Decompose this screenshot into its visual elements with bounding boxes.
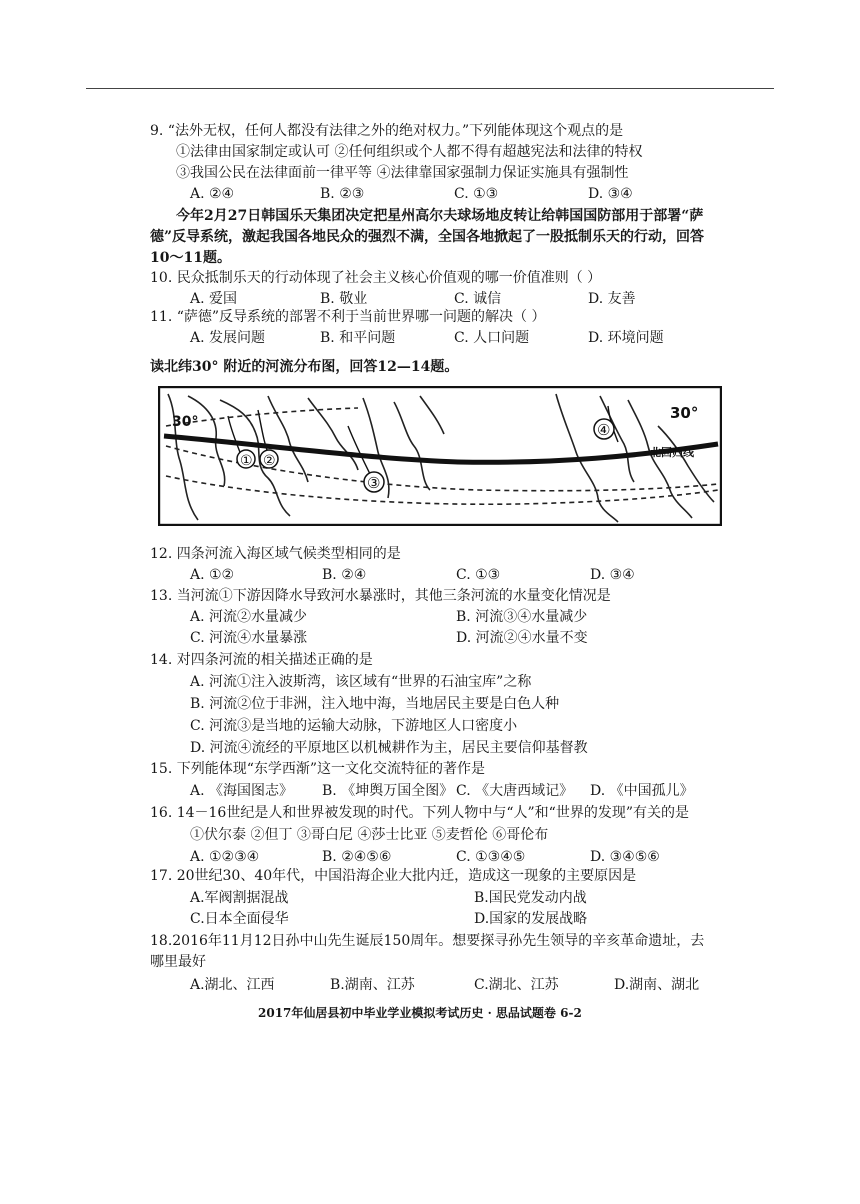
q12-option-d: D. ③④ [590, 567, 635, 583]
river-label-3: ③ [367, 474, 381, 492]
q16-option-d: D. ③④⑤⑥ [590, 849, 660, 865]
q15-option-b: B. 《坤舆万国全图》 [322, 783, 454, 799]
q11-option-d: D. 环境问题 [588, 330, 664, 346]
q16-option-a: A. ①②③④ [190, 849, 260, 865]
q13-stem: 13. 当河流①下游因降水导致河水暴涨时，其他三条河流的水量变化情况是 [150, 588, 611, 604]
q18-option-a: A.湖北、江西 [190, 977, 275, 993]
river-map [158, 386, 722, 526]
q17-option-c: C.日本全面侵华 [190, 911, 289, 927]
latitude-30-label-left: 30° [172, 414, 199, 430]
q9-option-a: A. ②④ [190, 186, 235, 202]
q17-option-b: B.国民党发动内战 [474, 890, 587, 906]
q18-stem-cont: 哪里最好 [150, 954, 206, 970]
q14-stem: 14. 对四条河流的相关描述正确的是 [150, 652, 373, 668]
river-label-1: ① [240, 453, 253, 469]
tropic-label: 北回归线 [650, 446, 694, 459]
q13-option-d: D. 河流②④水量不变 [456, 630, 588, 646]
q13-option-c: C. 河流④水量暴涨 [190, 630, 308, 646]
q12-option-c: C. ①③ [456, 567, 501, 583]
q12-option-b: B. ②④ [322, 567, 367, 583]
q18-option-c: C.湖北、江苏 [474, 977, 559, 993]
q13-option-b: B. 河流③④水量减少 [456, 609, 588, 625]
q13-option-a: A. 河流②水量减少 [190, 609, 308, 625]
q12-stem: 12. 四条河流入海区域气候类型相同的是 [150, 546, 401, 562]
q10-option-a: A. 爱国 [190, 291, 238, 307]
river-label-2: ② [263, 453, 276, 469]
latitude-30-label: 30° [670, 404, 699, 422]
q11-option-c: C. 人口问题 [454, 330, 530, 346]
river-label-4: ④ [597, 421, 611, 439]
q9-option-c: C. ①③ [454, 186, 499, 202]
intro-10-11-line2: 德”反导系统，激起我国各地民众的强烈不满，全国各地掀起了一股抵制乐天的行动，回答 [150, 229, 705, 245]
q14-option-c: C. 河流③是当地的运输大动脉，下游地区人口密度小 [190, 718, 518, 734]
q11-option-b: B. 和平问题 [320, 330, 396, 346]
q17-stem: 17. 20世纪30、40年代，中国沿海企业大批内迁，造成这一现象的主要原因是 [150, 868, 637, 884]
q14-option-a: A. 河流①注入波斯湾，该区域有“世界的石油宝库”之称 [190, 674, 532, 690]
q15-option-a: A. 《海国图志》 [190, 783, 294, 799]
intro-12-14: 读北纬30° 附近的河流分布图，回答12—14题。 [150, 359, 459, 375]
q16-option-c: C. ①③④⑤ [456, 849, 526, 865]
q18-option-b: B.湖南、江苏 [330, 977, 415, 993]
q12-option-a: A. ①② [190, 567, 235, 583]
page-footer: 2017年仙居县初中毕业学业模拟考试历史 · 思品试题卷 6-2 [258, 1006, 582, 1020]
q15-option-c: C. 《大唐西域记》 [456, 783, 574, 799]
q10-option-d: D. 友善 [588, 291, 636, 307]
q10-stem: 10. 民众抵制乐天的行动体现了社会主义核心价值观的哪一价值准则（ ） [150, 270, 602, 286]
q10-option-b: B. 敬业 [320, 291, 368, 307]
q18-stem: 18.2016年11月12日孙中山先生诞辰150周年。想要探寻孙先生领导的辛亥革命遗址，去 [150, 933, 705, 949]
intro-10-11-line3: 10～11题。 [150, 250, 231, 266]
q9-statement-1: ①法律由国家制定或认可 ②任何组织或个人都不得有超越宪法和法律的特权 [176, 144, 643, 160]
q9-option-b: B. ②③ [320, 186, 365, 202]
header-rule [86, 88, 774, 89]
q16-option-b: B. ②④⑤⑥ [322, 849, 392, 865]
q9-option-d: D. ③④ [588, 186, 633, 202]
q14-option-d: D. 河流④流经的平原地区以机械耕作为主，居民主要信仰基督教 [190, 740, 588, 756]
q11-stem: 11. “萨德”反导系统的部署不利于当前世界哪一问题的解决（ ） [150, 309, 546, 325]
q9-statement-2: ③我国公民在法律面前一律平等 ④法律靠国家强制力保证实施具有强制性 [176, 165, 629, 181]
q16-people: ①伏尔泰 ②但丁 ③哥白尼 ④莎士比亚 ⑤麦哲伦 ⑥哥伦布 [190, 827, 549, 843]
q17-option-a: A.军阀割据混战 [190, 890, 289, 906]
q16-stem: 16. 14－16世纪是人和世界被发现的时代。下列人物中与“人”和“世界的发现”有关的是 [150, 805, 689, 821]
q18-option-d: D.湖南、湖北 [614, 977, 700, 993]
q10-option-c: C. 诚信 [454, 291, 502, 307]
q15-stem: 15. 下列能体现“东学西渐”这一文化交流特征的著作是 [150, 761, 486, 777]
intro-10-11-line1: 今年2月27日韩国乐天集团决定把星州高尔夫球场地皮转让给韩国国防部用于部署“萨 [176, 208, 704, 224]
q9-stem: 9. “法外无权，任何人都没有法律之外的绝对权力。”下列能体现这个观点的是 [150, 123, 624, 139]
q17-option-d: D.国家的发展战略 [474, 911, 588, 927]
q14-option-b: B. 河流②位于非洲，注入地中海，当地居民主要是白色人种 [190, 696, 560, 712]
q15-option-d: D. 《中国孤儿》 [590, 783, 694, 799]
q11-option-a: A. 发展问题 [190, 330, 266, 346]
